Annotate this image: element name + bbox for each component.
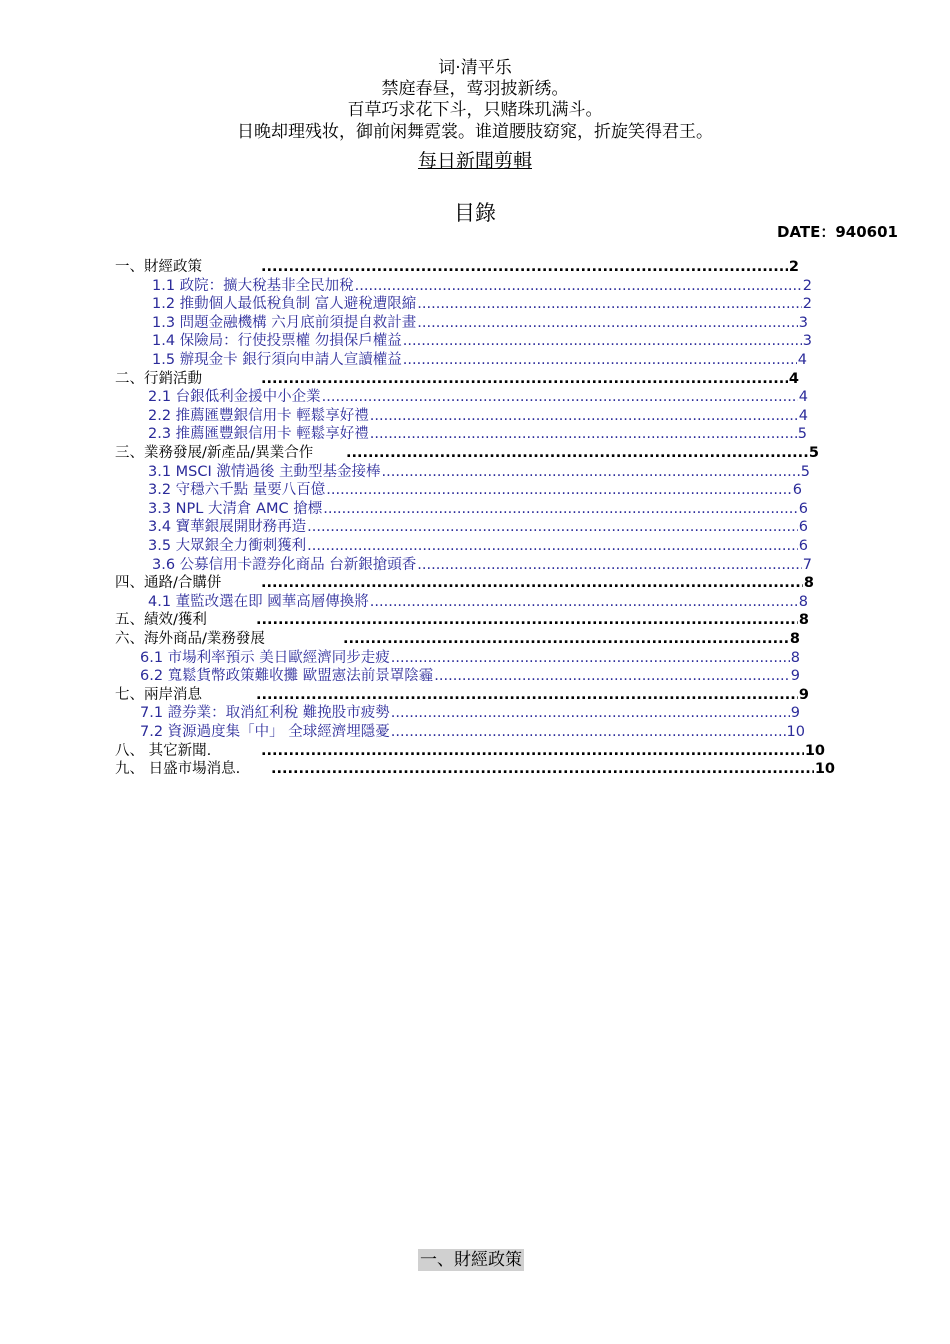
toc-dot-leader: [417, 556, 801, 574]
toc-page-number: 2: [802, 277, 812, 294]
poem-line-4: 日晚却理残妆，御前闲舞霓裳。谁道腰肢窈窕，折旋笑得君王。: [237, 122, 713, 142]
toc-subsection-entry[interactable]: [152, 556, 812, 574]
toc-page-number: 9: [790, 705, 800, 722]
toc-page-number: 10: [804, 742, 825, 759]
toc-page-number: 10: [814, 761, 835, 778]
toc-section-entry[interactable]: [115, 686, 809, 704]
toc-page-number: 6: [798, 500, 808, 517]
toc-section-entry[interactable]: [115, 630, 800, 648]
toc-page-number: 4: [798, 407, 808, 424]
toc-entry-label: 1.1 政院：擴大稅基非全民加稅: [152, 277, 354, 294]
toc-page-number: 6: [798, 519, 808, 536]
toc-dot-leader: [391, 723, 786, 741]
toc-page-number: 6: [798, 538, 808, 554]
toc-subsection-entry[interactable]: [148, 593, 808, 611]
toc-page-number: 3: [798, 314, 808, 331]
toc-subsection-entry[interactable]: [148, 481, 802, 499]
section-heading: 一、財經政策: [420, 1250, 522, 1270]
toc-entry-label: 3.1 MSCI 激情過後 主動型基金接棒: [148, 463, 381, 480]
toc-dot-leader: [403, 332, 802, 350]
toc-entry-label: 九、 日盛市場消息.: [115, 761, 241, 778]
toc-page-number: 8: [789, 631, 800, 647]
toc-section-entry[interactable]: [115, 370, 799, 388]
toc-subsection-entry[interactable]: [140, 649, 800, 667]
toc-dot-leader: [382, 463, 800, 481]
toc-entry-label: 3.3 NPL 大清倉 AMC 搶標: [148, 500, 323, 517]
toc-page-number: 5: [800, 463, 810, 480]
toc-subsection-entry[interactable]: [148, 518, 808, 536]
toc-entry-label: 7.2 資源過度集「中」 全球經濟埋隱憂: [140, 724, 390, 740]
toc-entry-label: 6.2 寬鬆貨幣政策難收攤 歐盟憲法前景罩陰霾: [140, 668, 434, 685]
toc-dot-leader: [391, 704, 790, 722]
toc-section-entry[interactable]: [115, 742, 825, 760]
toc-entry-label: 1.3 問題金融機構 六月底前須提自救計畫: [152, 314, 417, 331]
toc-dot-leader: [323, 500, 798, 518]
toc-entry-label: 五、績效/獲利: [115, 612, 207, 629]
toc-page-number: 2: [802, 296, 812, 313]
toc-page-number: 9: [790, 668, 800, 685]
toc-dot-leader: [261, 258, 788, 276]
toc-page-number: 5: [797, 426, 807, 443]
toc-section-entry[interactable]: [115, 760, 835, 778]
toc-subsection-entry[interactable]: [148, 537, 808, 555]
toc-page-number: 4: [798, 389, 808, 406]
toc-entry-label: 二、行銷活動: [115, 370, 202, 387]
toc-dot-leader: [256, 686, 798, 704]
toc-dot-leader: [346, 444, 808, 462]
toc-page-number: 4: [797, 352, 807, 368]
toc-entry-label: 一、財經政策: [115, 259, 202, 275]
toc-dot-leader: [256, 611, 798, 629]
toc-entry-label: 三、業務發展/新產品/異業合作: [115, 445, 314, 461]
toc-dot-leader: [307, 537, 798, 555]
toc-dot-leader: [403, 351, 797, 369]
toc-dot-leader: [417, 295, 801, 313]
toc-entry-label: 2.2 推薦匯豐銀信用卡 輕鬆享好禮: [148, 407, 369, 424]
toc-dot-leader: [370, 593, 798, 611]
toc-subsection-entry[interactable]: [152, 314, 808, 332]
toc-page-number: 5: [808, 445, 819, 461]
toc-page-number: 9: [798, 686, 809, 703]
toc-dot-leader: [307, 518, 798, 536]
toc-entry-label: 四、通路/合購併: [115, 575, 222, 592]
toc-subsection-entry[interactable]: [152, 351, 807, 369]
poem-line-2: 禁庭春昼，莺羽披新绣。: [381, 79, 569, 99]
toc-entry-label: 6.1 市場利率預示 美日歐經濟同步走疲: [140, 649, 390, 666]
toc-entry-label: 六、海外商品/業務發展: [115, 631, 265, 647]
toc-page-number: 8: [803, 575, 814, 592]
toc-page-number: 8: [790, 649, 800, 666]
toc-dot-leader: [261, 742, 804, 760]
toc-dot-leader: [322, 388, 798, 406]
toc-subsection-entry[interactable]: [148, 407, 808, 425]
toc-dot-leader: [355, 277, 802, 295]
toc-dot-leader: [434, 667, 789, 685]
toc-section-entry[interactable]: [115, 444, 819, 462]
toc-subsection-entry[interactable]: [140, 704, 800, 722]
toc-entry-label: 2.3 推薦匯豐銀信用卡 輕鬆享好禮: [148, 426, 369, 443]
toc-entry-label: 1.5 辦現金卡 銀行須向申請人宣讀權益: [152, 352, 402, 368]
toc-page-number: 6: [792, 482, 802, 499]
toc-dot-leader: [326, 481, 791, 499]
toc-entry-label: 3.5 大眾銀全力衝刺獲利: [148, 538, 307, 554]
toc-subsection-entry[interactable]: [148, 500, 808, 518]
toc-page-number: 7: [802, 556, 812, 573]
toc-entry-label: 1.4 保險局：行使投票權 勿損保戶權益: [152, 333, 402, 350]
poem-line-1: 词·清平乐: [438, 58, 512, 78]
poem-line-3: 百草巧求花下斗，只赌珠玑满斗。: [347, 100, 603, 120]
toc-subsection-entry[interactable]: [140, 667, 800, 685]
toc-dot-leader: [261, 370, 788, 388]
toc-heading: 目錄: [454, 201, 496, 225]
toc-page-number: 3: [802, 333, 812, 350]
toc-dot-leader: [391, 649, 790, 667]
toc-dot-leader: [370, 407, 798, 425]
toc-entry-label: 4.1 董監改選在即 國華高層傳換將: [148, 593, 369, 610]
toc-entry-label: 3.2 守穩六千點 量要八百億: [148, 482, 326, 499]
toc-subsection-entry[interactable]: [148, 463, 810, 481]
toc-dot-leader: [261, 574, 803, 592]
toc-dot-leader: [370, 425, 797, 443]
toc-dot-leader: [343, 630, 789, 648]
toc-section-entry[interactable]: [115, 574, 814, 592]
toc-page-number: 2: [788, 259, 799, 275]
toc-entry-label: 八、 其它新聞.: [115, 742, 212, 759]
toc-entry-label: 1.2 推動個人最低稅負制 富人避稅遭限縮: [152, 296, 417, 313]
toc-subsection-entry[interactable]: [152, 332, 812, 350]
toc-subsection-entry[interactable]: [148, 425, 807, 443]
toc-entry-label: 7.1 證券業：取消紅利稅 難挽股市疲勢: [140, 705, 390, 722]
toc-entry-label: 2.1 台銀低利金援中小企業: [148, 389, 321, 406]
toc-subsection-entry[interactable]: [152, 277, 812, 295]
toc-subsection-entry[interactable]: [152, 295, 812, 313]
toc-dot-leader: [271, 760, 814, 778]
document-title: 每日新聞剪輯: [417, 150, 532, 172]
toc-subsection-entry[interactable]: [148, 388, 808, 406]
toc-dot-leader: [417, 314, 797, 332]
toc-entry-label: 3.6 公募信用卡證券化商品 台新銀搶頭香: [152, 556, 417, 573]
toc-section-entry[interactable]: [115, 258, 799, 276]
toc-entry-label: 3.4 寶華銀展開財務再造: [148, 519, 307, 536]
toc-entry-label: 七、兩岸消息: [115, 686, 202, 703]
toc-page-number: 10: [786, 724, 805, 740]
toc-page-number: 4: [788, 370, 799, 387]
toc-page-number: 8: [798, 593, 808, 610]
toc-subsection-entry[interactable]: [140, 723, 805, 741]
toc-section-entry[interactable]: [115, 611, 809, 629]
date-label: DATE：940601: [777, 223, 898, 241]
toc-page-number: 8: [798, 612, 809, 629]
